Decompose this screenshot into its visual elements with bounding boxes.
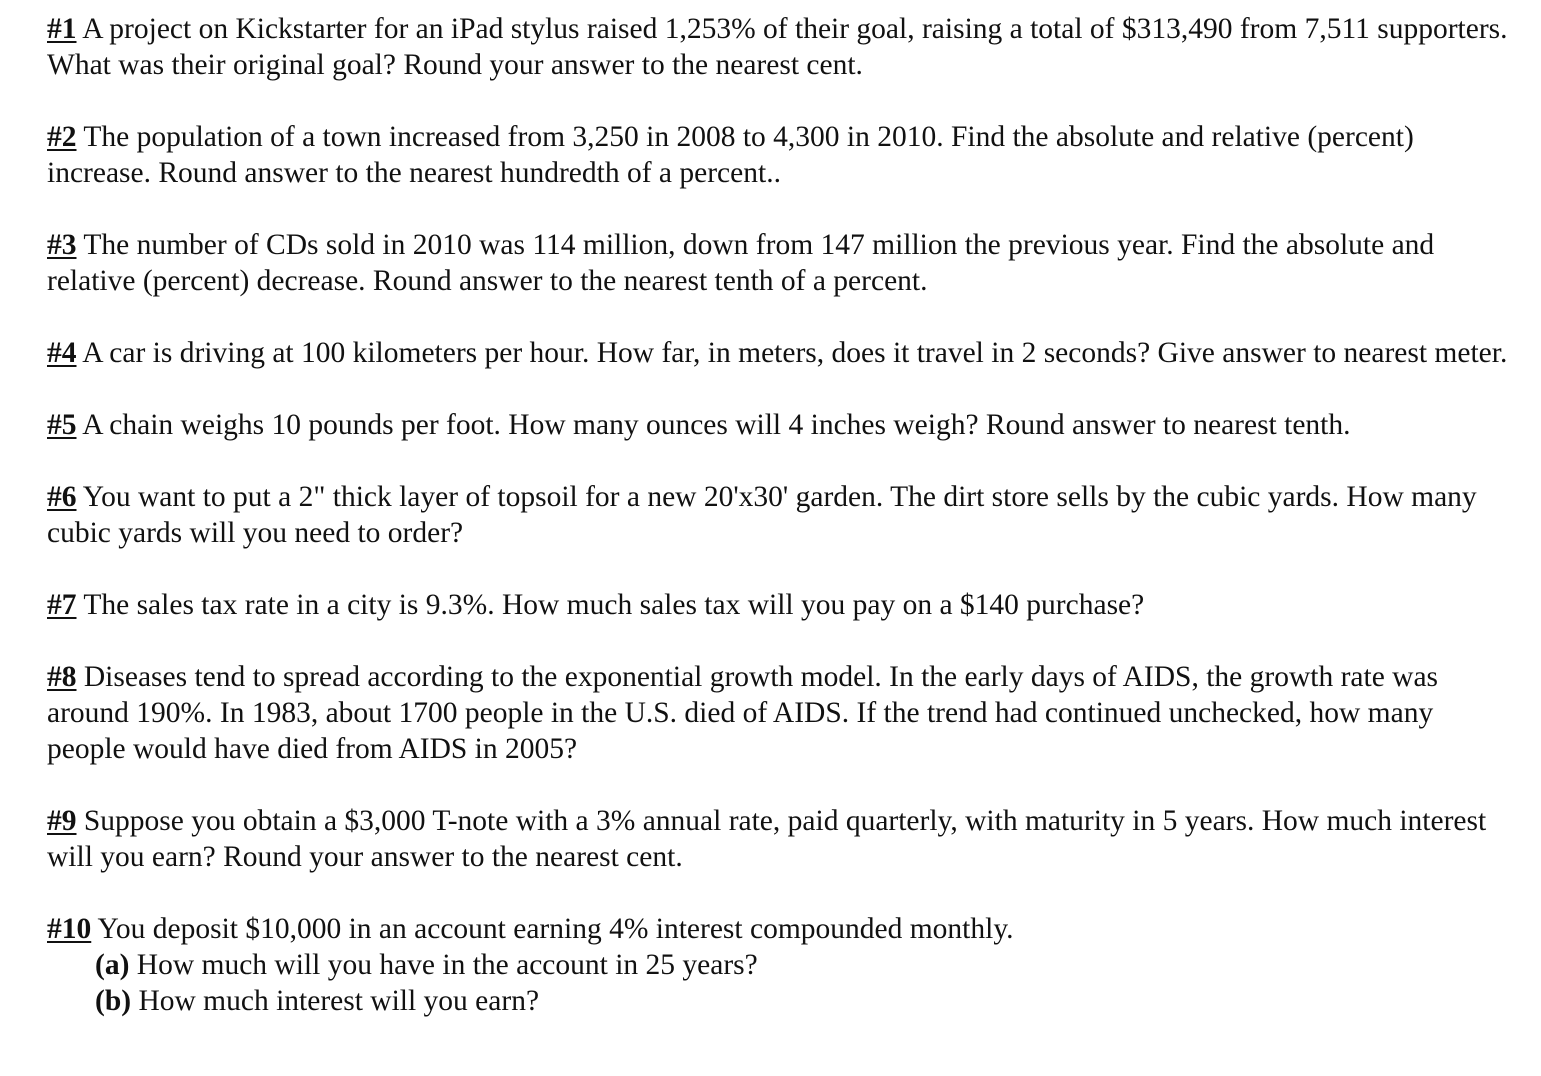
subpart-text: How much interest will you earn?: [131, 985, 540, 1017]
subpart-b: [47, 983, 1517, 1019]
problem-text: You want to put a 2" thick layer of topsoil for a new 20'x30' garden. The dirt store sells by the cubic yards. How many cubic yards will you need to order?: [47, 481, 1477, 549]
subpart-label: (a): [95, 949, 130, 981]
subpart-a: [47, 947, 1517, 983]
problem-text: Diseases tend to spread according to the exponential growth model. In the early days of AIDS, the growth rate was around 190%. In 1983, about 1700 people in the U.S. died of AIDS. If the trend had continued unchecked, how many people would have died from AIDS in 2005?: [47, 661, 1439, 765]
problem-number: #1: [47, 13, 77, 45]
problem-10: [47, 911, 1517, 1019]
subpart-label: (b): [95, 985, 132, 1017]
problem-4: [47, 335, 1517, 371]
problem-3: [47, 227, 1517, 299]
problem-6: [47, 479, 1517, 551]
problem-5: [47, 407, 1517, 443]
problem-text: The sales tax rate in a city is 9.3%. How much sales tax will you pay on a $140 purchase?: [76, 589, 1145, 621]
problem-text: A car is driving at 100 kilometers per hour. How far, in meters, does it travel in 2 seconds? Give answer to nearest meter.: [76, 337, 1508, 369]
problem-number: #6: [47, 481, 77, 513]
problem-text: A chain weighs 10 pounds per foot. How many ounces will 4 inches weigh? Round answer to nearest tenth.: [76, 409, 1351, 441]
problem-9: [47, 803, 1517, 875]
problem-number: #10: [47, 913, 92, 945]
problem-text: Suppose you obtain a $3,000 T-note with a 3% annual rate, paid quarterly, with maturity in 5 years. How much interest will you earn? Round your answer to the nearest cent.: [47, 805, 1487, 873]
problem-8: [47, 659, 1517, 767]
problem-number: #2: [47, 121, 77, 153]
problem-text: The number of CDs sold in 2010 was 114 million, down from 147 million the previous year. Find the absolute and relative (percent) decrease. Round answer to the nearest tenth of a percent.: [47, 229, 1435, 297]
problem-7: [47, 587, 1517, 623]
problem-text: The population of a town increased from 3,250 in 2008 to 4,300 in 2010. Find the absolute and relative (percent) increase. Round answer to the nearest hundredth of a percent..: [47, 121, 1414, 189]
problem-10-stem: [47, 911, 1517, 947]
subpart-text: How much will you have in the account in 25 years?: [129, 949, 758, 981]
problem-number: #3: [47, 229, 77, 261]
problem-2: [47, 119, 1517, 191]
problem-number: #7: [47, 589, 77, 621]
problem-number: #9: [47, 805, 77, 837]
problem-sheet: [47, 11, 1517, 1019]
problem-number: #8: [47, 661, 77, 693]
problem-text: You deposit $10,000 in an account earning 4% interest compounded monthly.: [91, 913, 1014, 945]
problem-text: A project on Kickstarter for an iPad stylus raised 1,253% of their goal, raising a total of $313,490 from 7,511 supporters. What was their original goal? Round your answer to the nearest cent.: [47, 13, 1508, 81]
problem-number: #5: [47, 409, 77, 441]
problem-number: #4: [47, 337, 77, 369]
problem-1: [47, 11, 1517, 83]
